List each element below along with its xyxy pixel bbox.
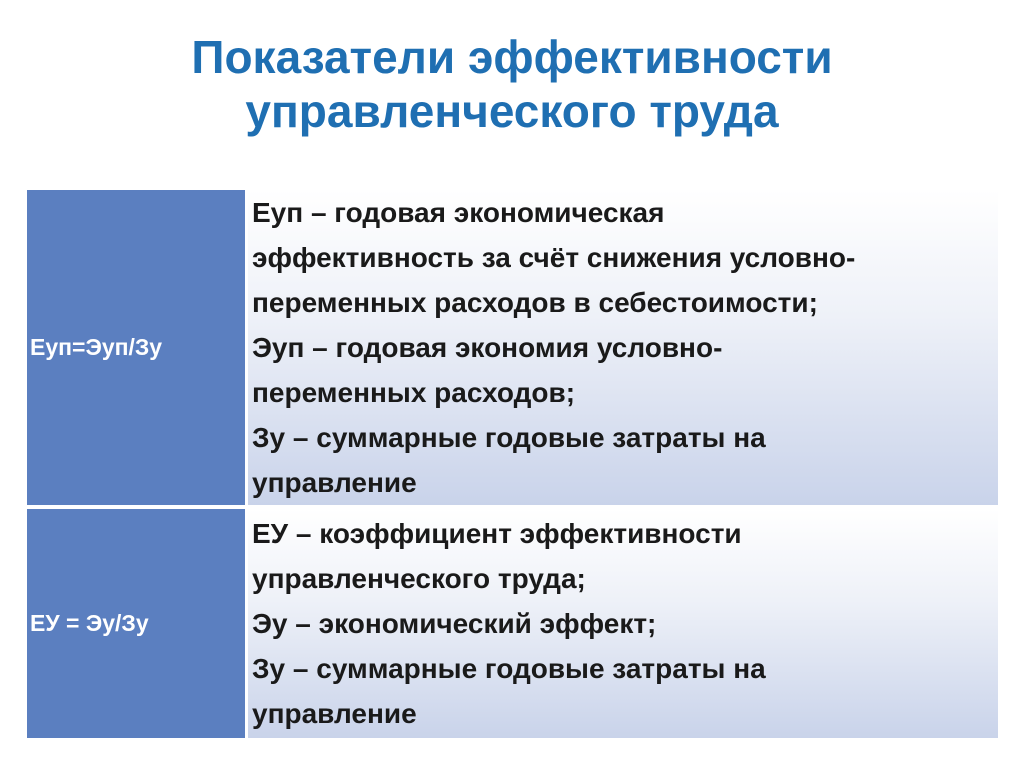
description-line: управление [252,698,417,729]
table-row [27,190,998,507]
description-line: Зу – суммарные годовые затраты на [252,653,766,684]
description-line: переменных расходов в себестоимости; [252,287,818,318]
description-line: Зу – суммарные годовые затраты на [252,422,766,453]
description-line: управленческого труда; [252,563,586,594]
formula-table [27,190,998,738]
table-row [27,507,998,738]
description-line: Еуп – годовая экономическая [252,197,665,228]
description-line: Эуп – годовая экономия условно- [252,332,723,363]
description-line: переменных расходов; [252,377,576,408]
slide-title [0,30,1024,138]
description-line: управление [252,467,417,498]
formula-cell: Еуп=Эуп/Зу [27,190,247,507]
title-line-1: Показатели эффективности [191,31,833,83]
formula-cell: ЕУ = Эу/Зу [27,507,247,738]
title-line-2: управленческого труда [245,85,779,137]
description-line: Эу – экономический эффект; [252,608,657,639]
description-line: ЕУ – коэффициент эффективности [252,518,742,549]
description-cell [247,507,999,738]
description-line: эффективность за счёт снижения условно- [252,242,856,273]
description-cell [247,190,999,507]
